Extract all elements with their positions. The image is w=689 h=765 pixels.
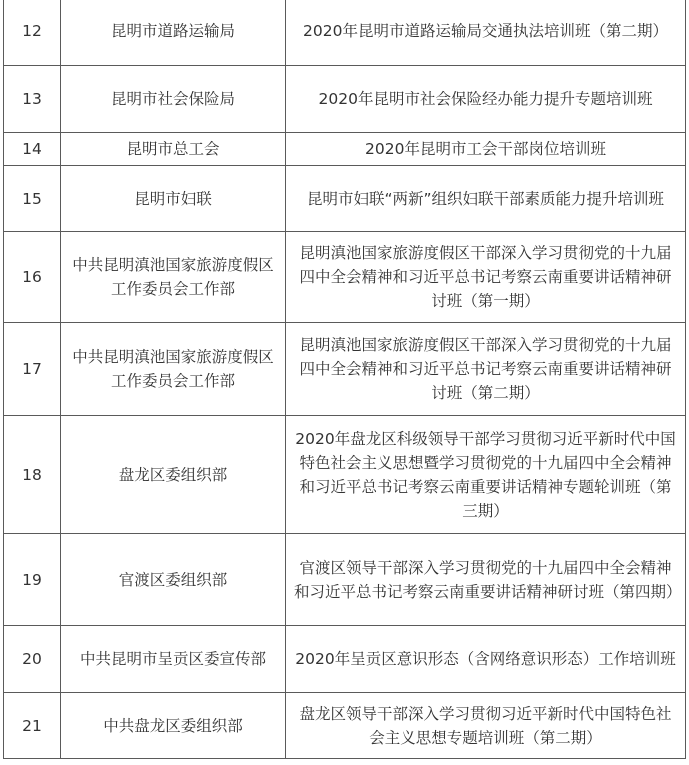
row-number-cell: 16 [4,232,61,323]
course-name-cell: 昆明市妇联“两新”组织妇联干部素质能力提升培训班 [286,166,686,232]
course-name-cell: 盘龙区领导干部深入学习贯彻习近平新时代中国特色社会主义思想专题培训班（第二期） [286,693,686,759]
row-number-cell: 12 [4,0,61,66]
row-number-cell: 18 [4,416,61,534]
row-number-cell: 19 [4,534,61,626]
course-name-cell: 昆明滇池国家旅游度假区干部深入学习贯彻党的十九届四中全会精神和习近平总书记考察云南重要讲话精神研讨班（第二期） [286,323,686,416]
table-row [4,66,686,133]
table-row [4,232,686,323]
row-number-cell: 17 [4,323,61,416]
table-row [4,323,686,416]
row-number-cell: 13 [4,66,61,133]
training-class-table [3,0,686,759]
table-row [4,416,686,534]
course-name-cell: 2020年昆明市社会保险经办能力提升专题培训班 [286,66,686,133]
course-name-cell: 官渡区领导干部深入学习贯彻党的十九届四中全会精神和习近平总书记考察云南重要讲话精神研讨班（第四期） [286,534,686,626]
table-row [4,0,686,66]
table-row [4,133,686,166]
row-number-cell: 20 [4,626,61,693]
table-row [4,693,686,759]
course-name-cell: 2020年盘龙区科级领导干部学习贯彻习近平新时代中国特色社会主义思想暨学习贯彻党的十九届四中全会精神和习近平总书记考察云南重要讲话精神专题轮训班（第三期） [286,416,686,534]
course-name-cell: 2020年昆明市工会干部岗位培训班 [286,133,686,166]
organizer-cell: 昆明市道路运输局 [61,0,286,66]
organizer-cell: 中共昆明滇池国家旅游度假区工作委员会工作部 [61,323,286,416]
organizer-cell: 中共昆明滇池国家旅游度假区工作委员会工作部 [61,232,286,323]
organizer-cell: 中共盘龙区委组织部 [61,693,286,759]
row-number-cell: 15 [4,166,61,232]
organizer-cell: 官渡区委组织部 [61,534,286,626]
table-row [4,534,686,626]
organizer-cell: 昆明市妇联 [61,166,286,232]
course-name-cell: 2020年呈贡区意识形态（含网络意识形态）工作培训班 [286,626,686,693]
organizer-cell: 盘龙区委组织部 [61,416,286,534]
row-number-cell: 21 [4,693,61,759]
organizer-cell: 昆明市社会保险局 [61,66,286,133]
row-number-cell: 14 [4,133,61,166]
course-name-cell: 2020年昆明市道路运输局交通执法培训班（第二期） [286,0,686,66]
organizer-cell: 中共昆明市呈贡区委宣传部 [61,626,286,693]
course-name-cell: 昆明滇池国家旅游度假区干部深入学习贯彻党的十九届四中全会精神和习近平总书记考察云南重要讲话精神研讨班（第一期） [286,232,686,323]
table-row [4,166,686,232]
table-row [4,626,686,693]
organizer-cell: 昆明市总工会 [61,133,286,166]
